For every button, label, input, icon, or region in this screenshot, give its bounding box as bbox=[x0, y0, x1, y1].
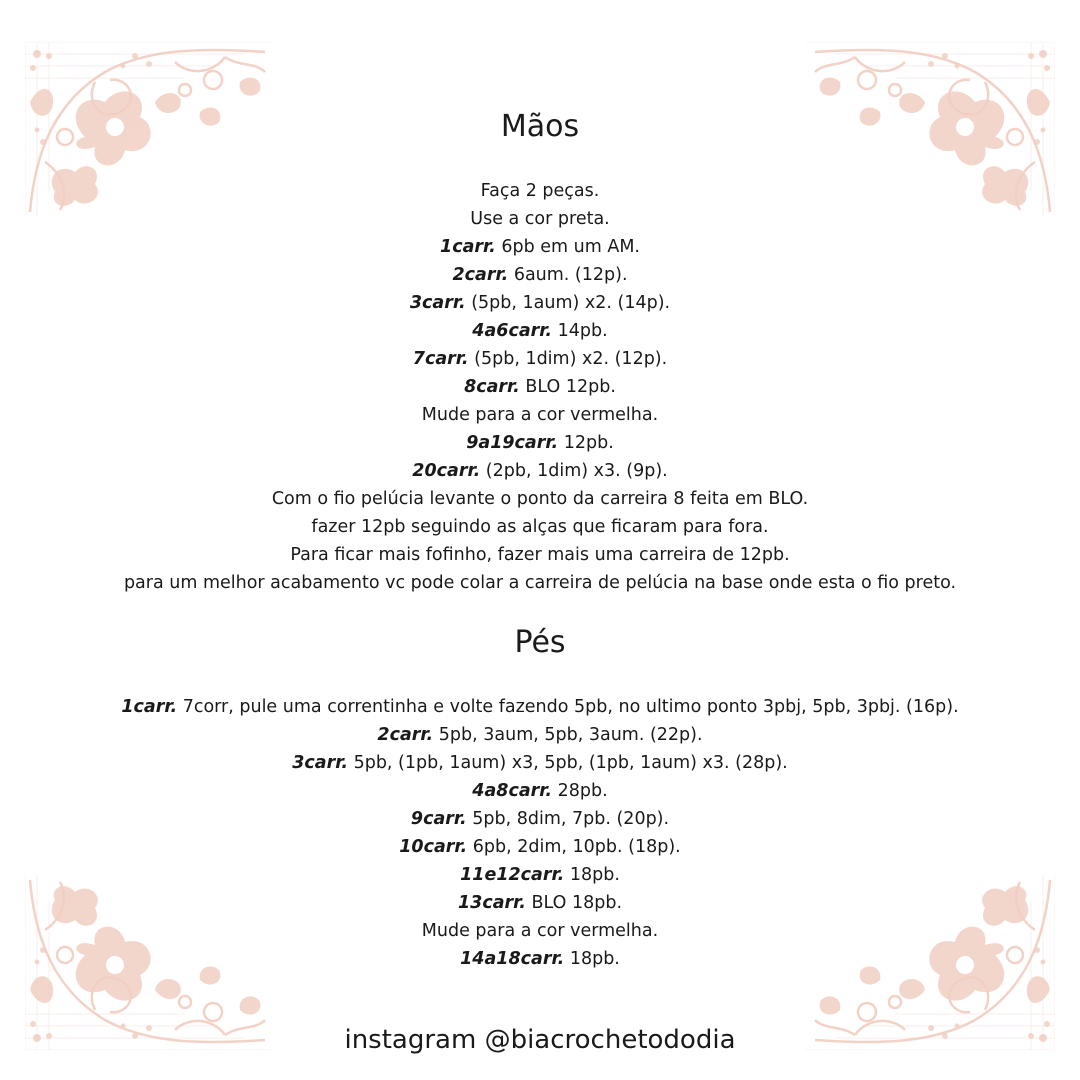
instruction-text: 6pb, 2dim, 10pb. (18p). bbox=[467, 837, 681, 857]
instruction-line bbox=[0, 777, 1080, 805]
instruction-text: 18pb. bbox=[564, 949, 620, 969]
instruction-line bbox=[0, 401, 1080, 429]
instruction-line bbox=[0, 917, 1080, 945]
pattern-content bbox=[0, 105, 1080, 973]
section-title-hands: Mãos bbox=[500, 109, 580, 144]
instruction-text: Use a cor preta. bbox=[470, 209, 610, 229]
instruction-line bbox=[0, 429, 1080, 457]
instruction-text: 6pb em um AM. bbox=[495, 237, 640, 257]
round-label: 14a18carr. bbox=[460, 949, 565, 969]
instruction-line bbox=[0, 177, 1080, 205]
instruction-line bbox=[0, 457, 1080, 485]
round-label: 11e12carr. bbox=[460, 865, 565, 885]
instruction-line bbox=[0, 945, 1080, 973]
instruction-text: 28pb. bbox=[552, 781, 608, 801]
instruction-line bbox=[0, 693, 1080, 721]
instruction-text: 6aum. (12p). bbox=[508, 265, 628, 285]
instruction-line bbox=[0, 861, 1080, 889]
instruction-text: (5pb, 1aum) x2. (14p). bbox=[465, 293, 671, 313]
instruction-line bbox=[0, 569, 1080, 597]
round-label: 10carr. bbox=[399, 837, 468, 857]
instruction-text: (5pb, 1dim) x2. (12p). bbox=[468, 349, 668, 369]
round-label: 13carr. bbox=[457, 893, 526, 913]
round-label: 1carr. bbox=[121, 697, 178, 717]
instruction-text: fazer 12pb seguindo as alças que ficaram para fora. bbox=[311, 517, 769, 537]
round-label: 8carr. bbox=[464, 377, 520, 397]
instruction-line bbox=[0, 541, 1080, 569]
round-label: 20carr. bbox=[412, 461, 481, 481]
round-label: 3carr. bbox=[292, 753, 349, 773]
round-label: 4a6carr. bbox=[472, 321, 553, 341]
round-label: 3carr. bbox=[409, 293, 466, 313]
instruction-text: 18pb. bbox=[564, 865, 620, 885]
instruction-text: 14pb. bbox=[552, 321, 608, 341]
instruction-line bbox=[0, 749, 1080, 777]
round-label: 1carr. bbox=[440, 237, 496, 257]
instructions-feet bbox=[0, 693, 1080, 973]
instruction-text: BLO 18pb. bbox=[525, 893, 623, 913]
instruction-text: Com o fio pelúcia levante o ponto da carreira 8 feita em BLO. bbox=[271, 489, 809, 509]
instruction-line bbox=[0, 317, 1080, 345]
instruction-text: para um melhor acabamento vc pode colar a carreira de pelúcia na base onde esta o fio preto. bbox=[123, 573, 957, 593]
round-label: 7carr. bbox=[412, 349, 469, 369]
instagram-handle: instagram @biacrochetododia bbox=[344, 1025, 736, 1055]
instruction-text: Mude para a cor vermelha. bbox=[421, 921, 659, 941]
instruction-text: Faça 2 peças. bbox=[480, 181, 600, 201]
instructions-hands bbox=[0, 177, 1080, 597]
instruction-line bbox=[0, 721, 1080, 749]
instruction-line bbox=[0, 889, 1080, 917]
instruction-line bbox=[0, 373, 1080, 401]
instruction-text: (2pb, 1dim) x3. (9p). bbox=[480, 461, 668, 481]
instruction-text: 5pb, 8dim, 7pb. (20p). bbox=[466, 809, 670, 829]
section-feet bbox=[0, 621, 1080, 973]
round-label: 9a19carr. bbox=[466, 433, 559, 453]
round-label: 2carr. bbox=[377, 725, 434, 745]
instruction-text: Mude para a cor vermelha. bbox=[421, 405, 659, 425]
instruction-line bbox=[0, 485, 1080, 513]
instruction-line bbox=[0, 833, 1080, 861]
instruction-line bbox=[0, 233, 1080, 261]
instruction-line bbox=[0, 513, 1080, 541]
section-title-feet: Pés bbox=[514, 625, 566, 660]
round-label: 9carr. bbox=[410, 809, 467, 829]
instruction-text: 12pb. bbox=[558, 433, 614, 453]
instruction-text: BLO 12pb. bbox=[519, 377, 616, 397]
instruction-text: 7corr, pule uma correntinha e volte fazendo 5pb, no ultimo ponto 3pbj, 5pb, 3pbj. (16p). bbox=[177, 697, 959, 717]
instruction-line bbox=[0, 205, 1080, 233]
instruction-line bbox=[0, 289, 1080, 317]
instruction-line bbox=[0, 261, 1080, 289]
instruction-text: Para ficar mais fofinho, fazer mais uma carreira de 12pb. bbox=[290, 545, 790, 565]
section-hands bbox=[0, 105, 1080, 597]
instruction-line bbox=[0, 345, 1080, 373]
instruction-line bbox=[0, 805, 1080, 833]
round-label: 4a8carr. bbox=[472, 781, 553, 801]
instruction-text: 5pb, (1pb, 1aum) x3, 5pb, (1pb, 1aum) x3. (28p). bbox=[348, 753, 788, 773]
instruction-text: 5pb, 3aum, 5pb, 3aum. (22p). bbox=[433, 725, 703, 745]
round-label: 2carr. bbox=[452, 265, 509, 285]
